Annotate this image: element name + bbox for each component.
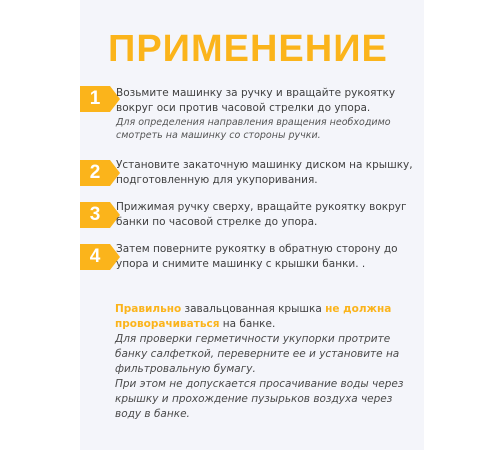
check-instruction: Для проверки герметичности укупорки протрите банку салфеткой, переверните ее и установите на фильтровальную бумагу.	[115, 333, 400, 375]
step-text	[116, 242, 416, 272]
step-instruction: Установите закаточную машинку диском на крышку, подготовленную для укупоривания.	[116, 159, 413, 186]
step-number-badge: 3	[80, 202, 110, 228]
step-instruction: Возьмите машинку за ручку и вращайте рукоятку вокруг оси против часовой стрелки до упора.	[116, 87, 396, 114]
step-number-badge: 1	[80, 86, 110, 112]
step-number-badge: 2	[80, 160, 110, 186]
step-text	[116, 158, 416, 188]
step-text	[116, 86, 416, 142]
page-title: ПРИМЕНЕНИЕ	[108, 28, 388, 70]
step-instruction: Затем поверните рукоятку в обратную сторону до упора и снимите машинку с крышки банки. .	[116, 243, 398, 270]
check-warning: При этом не допускается просачивание воды через крышку и прохождение пузырьков воздуха через воду в банке.	[115, 378, 404, 420]
check-section	[115, 302, 415, 422]
step-text	[116, 200, 416, 230]
step-instruction: Прижимая ручку сверху, вращайте рукоятку вокруг банки по часовой стрелке до упора.	[116, 201, 407, 228]
highlight-correctly: Правильно	[115, 303, 182, 315]
step-note: Для определения направления вращения необходимо смотреть на машинку со стороны ручки.	[116, 117, 391, 141]
check-statement: Правильно завальцованная крышка не должна проворачиваться на банке.	[115, 303, 392, 330]
highlight-not-rotate: не должна проворачиваться	[115, 303, 392, 330]
step-number-badge: 4	[80, 244, 110, 270]
